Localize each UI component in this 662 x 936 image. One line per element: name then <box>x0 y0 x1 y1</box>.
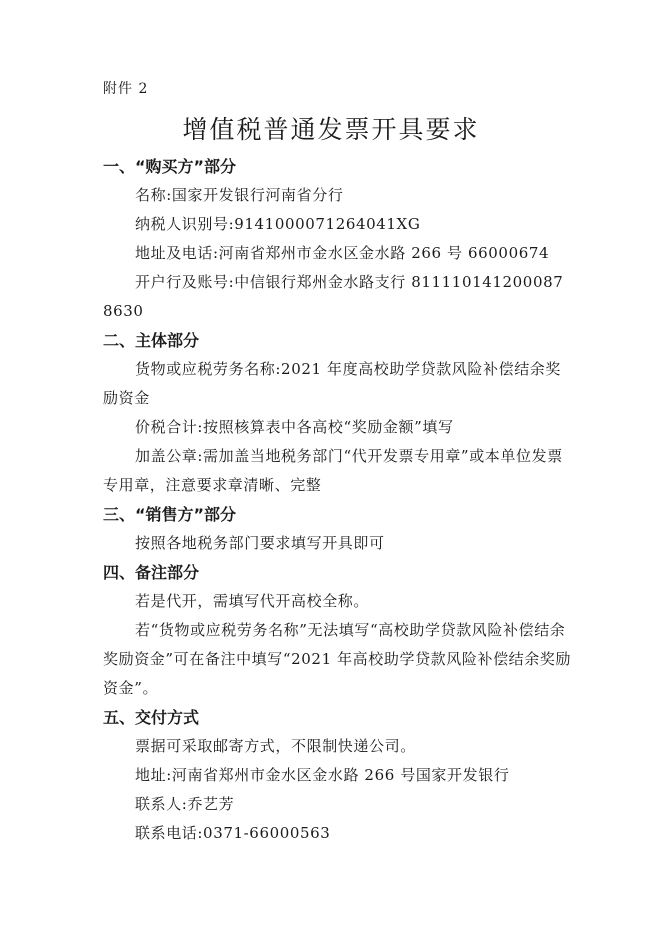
remark-proxy: 若是代开，需填写代开高校全称。 <box>135 592 370 610</box>
attachment-label: 附件 2 <box>103 81 149 97</box>
contact-phone: 联系电话:0371-66000563 <box>135 824 331 842</box>
section-delivery <box>103 703 573 848</box>
section-heading: 三、“销售方”部分 <box>103 505 237 524</box>
seller-instruction: 按照各地税务部门要求填写开具即可 <box>135 534 385 552</box>
contact-person: 联系人:乔艺芳 <box>135 795 235 813</box>
remark-goods-name: 若“货物或应税劳务名称”无法填写“高校助学贷款风险补偿结余奖励资金”可在备注中填写“2021 年高校助学贷款风险补偿结余奖励资金”。 <box>103 621 572 697</box>
section-remarks <box>103 558 573 703</box>
section-heading: 五、交付方式 <box>103 708 200 727</box>
document-body <box>103 152 573 848</box>
section-seller <box>103 500 573 558</box>
document-title: 增值税普通发票开具要求 <box>182 115 480 144</box>
section-heading: 四、备注部分 <box>103 563 200 582</box>
buyer-name: 名称:国家开发银行河南省分行 <box>135 186 344 204</box>
goods-name: 货物或应税劳务名称:2021 年度高校助学贷款风险补偿结余奖励资金 <box>103 360 561 407</box>
section-main <box>103 326 573 500</box>
delivery-address: 地址:河南省郑州市金水区金水路 266 号国家开发银行 <box>135 766 510 784</box>
section-heading: 二、主体部分 <box>103 331 200 350</box>
total-amount: 价税合计:按照核算表中各高校“奖励金额”填写 <box>135 418 454 436</box>
buyer-bank-account: 开户行及账号:中信银行郑州金水路支行 8111101412000878630 <box>103 273 564 320</box>
delivery-method: 票据可采取邮寄方式，不限制快递公司。 <box>135 737 416 755</box>
section-buyer <box>103 152 573 326</box>
buyer-address-phone: 地址及电话:河南省郑州市金水区金水路 266 号 66000674 <box>135 244 550 262</box>
seal-requirement: 加盖公章:需加盖当地税务部门“代开发票专用章”或本单位发票专用章，注意要求章清晰、完整 <box>103 447 563 494</box>
section-heading: 一、“购买方”部分 <box>103 157 237 176</box>
buyer-tax-id: 纳税人识别号:9141000071264041XG <box>135 215 421 233</box>
